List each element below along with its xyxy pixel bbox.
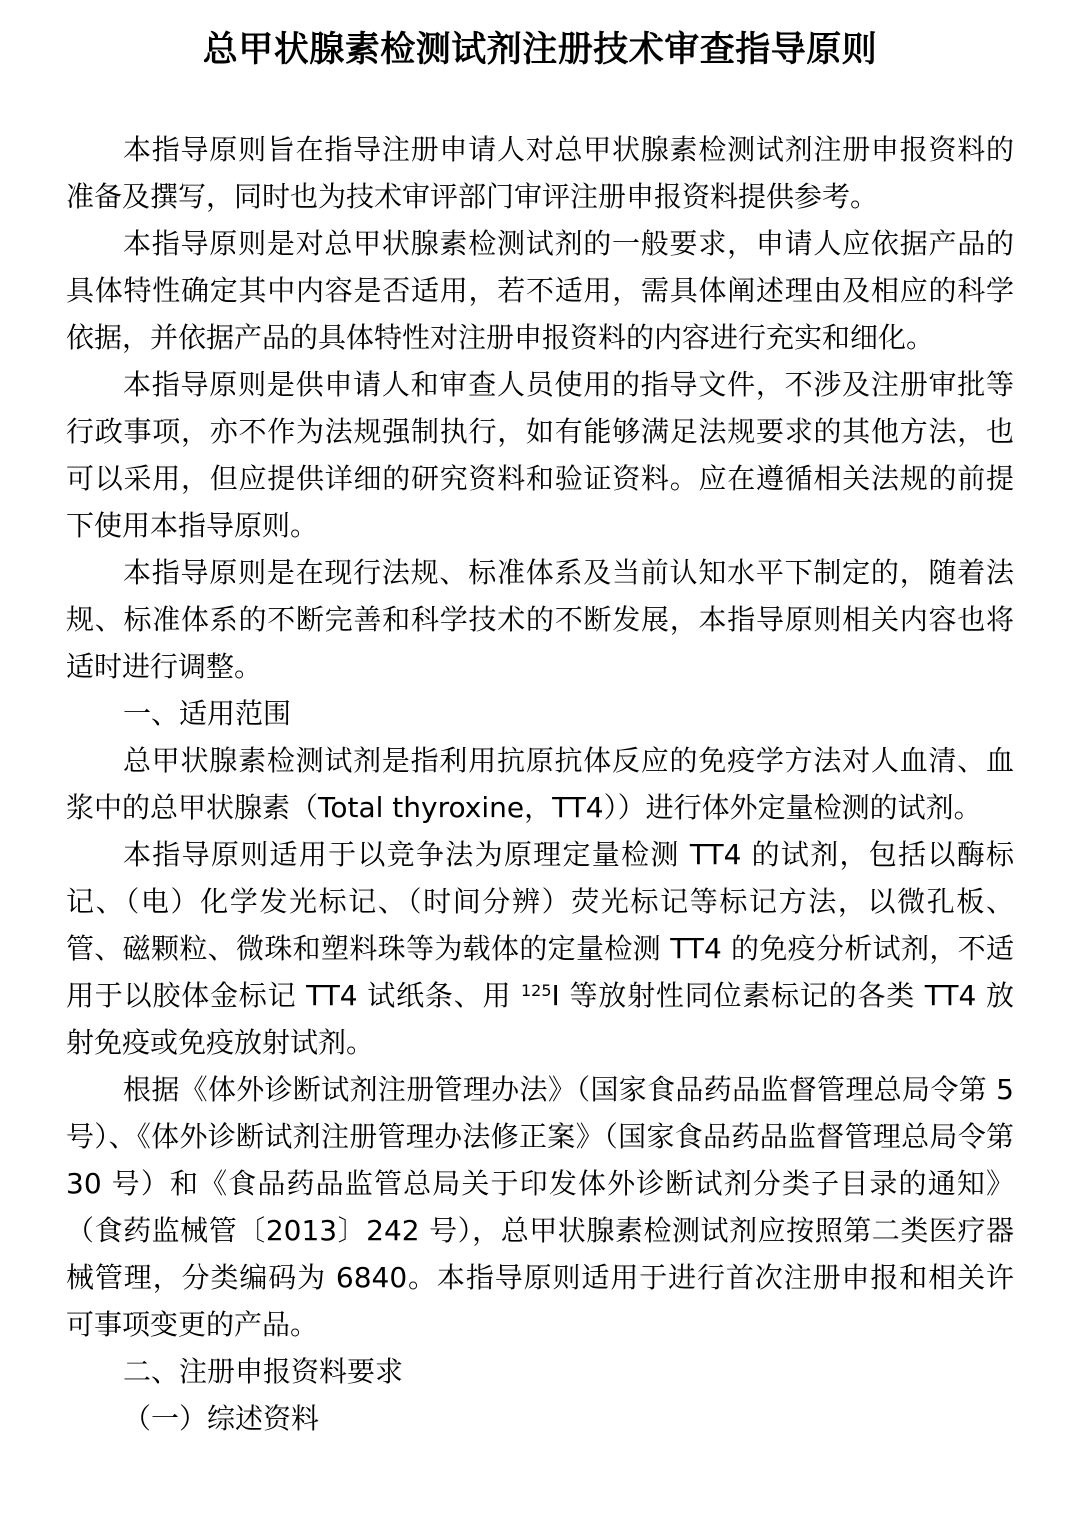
scope-paragraph-2 [66, 831, 1014, 1066]
intro-paragraph-3: 本指导原则是供申请人和审查人员使用的指导文件，不涉及注册审批等行政事项，亦不作为法规强制执行，如有能够满足法规要求的其他方法，也可以采用，但应提供详细的研究资料和验证资料。应在遵循相关法规的前提下使用本指导原则。 [66, 368, 1014, 542]
scope-paragraph-2-part-1: 本指导原则适用于以竞争法为原理定量检测 TT4 的试剂，包括以酶标记、（电）化学发光标记、（时间分辨）荧光标记等标记方法，以微孔板、管、磁颗粒、微珠和塑料珠等为载体的定量检测 TT4 的免疫分析试剂，不适用于以胶体金标记 TT4 试纸条、用 [66, 838, 1014, 1012]
isotope-superscript: 125 [521, 981, 552, 1000]
document-title: 总甲状腺素检测试剂注册技术审查指导原则 [202, 30, 878, 70]
intro-paragraph-2: 本指导原则是对总甲状腺素检测试剂的一般要求，申请人应依据产品的具体特性确定其中内容是否适用，若不适用，需具体阐述理由及相应的科学依据，并依据产品的具体特性对注册申报资料的内容进行充实和细化。 [66, 227, 1014, 354]
section-heading-requirements: 二、注册申报资料要求 [123, 1355, 404, 1388]
scope-paragraph-1: 总甲状腺素检测试剂是指利用抗原抗体反应的免疫学方法对人血清、血浆中的总甲状腺素（Total thyroxine，TT4））进行体外定量检测的试剂。 [66, 744, 1014, 824]
section-heading-scope: 一、适用范围 [123, 697, 292, 730]
intro-paragraph-4: 本指导原则是在现行法规、标准体系及当前认知水平下制定的，随着法规、标准体系的不断完善和科学技术的不断发展，本指导原则相关内容也将适时进行调整。 [66, 556, 1014, 683]
intro-paragraph-1: 本指导原则旨在指导注册申请人对总甲状腺素检测试剂注册申报资料的准备及撰写，同时也为技术审评部门审评注册申报资料提供参考。 [66, 133, 1014, 213]
subsection-heading-overview: （一）综述资料 [123, 1402, 320, 1435]
scope-paragraph-2-part-2: I 等放射性同位素标记的各类 TT4 放射免疫或免疫放射试剂。 [66, 979, 1014, 1059]
scope-paragraph-3: 根据《体外诊断试剂注册管理办法》（国家食品药品监督管理总局令第 5 号）、《体外诊断试剂注册管理办法修正案》（国家食品药品监督管理总局令第 30 号）和《食品药品监管总局关于印发体外诊断试剂分类子目录的通知》（食药监械管〔2013〕242 号），总甲状腺素检测试剂应按照第二类医疗器械管理，分类编码为 6840。本指导原则适用于进行首次注册申报和相关许可事项变更的产品。 [66, 1073, 1014, 1341]
